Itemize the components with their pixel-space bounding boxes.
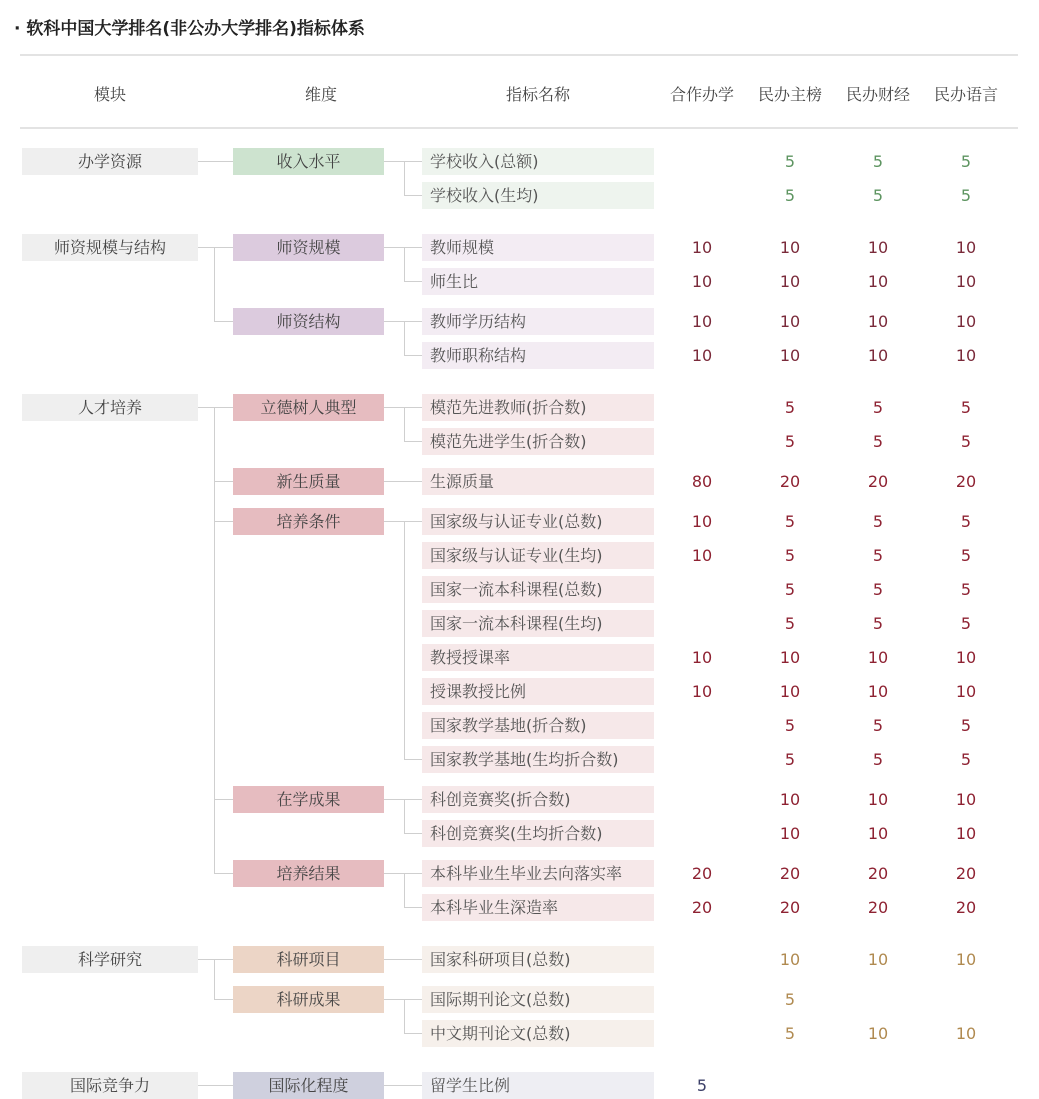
header-private-finance: 民办财经 (845, 85, 910, 104)
header-indicator: 指标名称 (505, 85, 570, 104)
indicator-weight: 10 (867, 790, 889, 809)
indicator-label: 科创竞赛奖(折合数) (422, 786, 654, 813)
connector-line (404, 759, 422, 760)
connector-line (404, 999, 405, 1033)
indicator-weight: 20 (867, 472, 889, 491)
connector-line (404, 521, 405, 759)
indicator-label: 国际期刊论文(总数) (422, 986, 654, 1013)
indicator-weight: 5 (960, 186, 972, 205)
indicator-weight: 10 (691, 682, 713, 701)
connector-line (198, 161, 233, 162)
indicator-weight: 10 (955, 682, 977, 701)
connector-line (214, 321, 233, 322)
indicator-weight: 10 (867, 950, 889, 969)
indicator-weight: 5 (960, 546, 972, 565)
connector-line (404, 355, 422, 356)
header-private-language: 民办语言 (933, 85, 998, 104)
indicator-weight: 10 (955, 790, 977, 809)
indicator-weight: 10 (867, 1024, 889, 1043)
indicator-weight: 5 (872, 186, 884, 205)
indicator-label: 模范先进教师(折合数) (422, 394, 654, 421)
connector-line (404, 281, 422, 282)
indicator-weight: 10 (691, 238, 713, 257)
dimension-label: 培养结果 (233, 860, 384, 887)
indicator-label: 国家级与认证专业(总数) (422, 508, 654, 535)
indicator-weight: 10 (691, 312, 713, 331)
indicator-label: 国家教学基地(生均折合数) (422, 746, 654, 773)
indicator-weight: 10 (779, 682, 801, 701)
connector-line (384, 407, 422, 408)
connector-line (214, 959, 215, 999)
indicator-weight: 5 (872, 512, 884, 531)
indicator-label: 本科毕业生毕业去向落实率 (422, 860, 654, 887)
indicator-weight: 5 (960, 750, 972, 769)
indicator-label: 师生比 (422, 268, 654, 295)
indicator-weight: 5 (784, 750, 796, 769)
indicator-weight: 5 (872, 614, 884, 633)
indicator-weight: 20 (691, 898, 713, 917)
connector-line (384, 959, 422, 960)
indicator-weight: 5 (960, 152, 972, 171)
connector-line (384, 521, 422, 522)
indicator-weight: 5 (872, 398, 884, 417)
indicator-weight: 5 (960, 512, 972, 531)
connector-line (404, 407, 405, 441)
indicator-label: 科创竞赛奖(生均折合数) (422, 820, 654, 847)
connector-line (384, 999, 422, 1000)
indicator-weight: 10 (867, 346, 889, 365)
indicator-weight: 10 (867, 272, 889, 291)
indicator-label: 留学生比例 (422, 1072, 654, 1099)
header-module: 模块 (93, 85, 126, 104)
connector-line (198, 1085, 233, 1086)
indicator-weight: 20 (779, 864, 801, 883)
connector-line (404, 321, 405, 355)
indicator-weight: 5 (960, 716, 972, 735)
module-label: 国际竞争力 (22, 1072, 198, 1099)
connector-line (214, 999, 233, 1000)
indicator-weight: 10 (779, 950, 801, 969)
dimension-label: 师资结构 (233, 308, 384, 335)
dimension-label: 培养条件 (233, 508, 384, 535)
indicator-weight: 10 (867, 238, 889, 257)
dimension-label: 师资规模 (233, 234, 384, 261)
indicator-weight: 10 (691, 272, 713, 291)
indicator-weight: 10 (779, 238, 801, 257)
indicator-weight: 5 (784, 716, 796, 735)
module-label: 师资规模与结构 (22, 234, 198, 261)
indicator-weight: 10 (691, 346, 713, 365)
indicator-weight: 5 (784, 990, 796, 1009)
indicator-label: 模范先进学生(折合数) (422, 428, 654, 455)
indicator-weight: 10 (955, 950, 977, 969)
connector-line (384, 873, 422, 874)
indicator-weight: 5 (872, 750, 884, 769)
indicator-weight: 10 (691, 648, 713, 667)
indicator-weight: 20 (955, 898, 977, 917)
indicator-weight: 5 (784, 398, 796, 417)
connector-line (214, 481, 233, 482)
indicator-label: 学校收入(生均) (422, 182, 654, 209)
indicator-weight: 20 (691, 864, 713, 883)
indicator-label: 授课教授比例 (422, 678, 654, 705)
indicator-weight: 20 (779, 898, 801, 917)
indicator-weight: 20 (955, 864, 977, 883)
page-title: · 软科中国大学排名(非公办大学排名)指标体系 (14, 19, 365, 39)
connector-line (198, 247, 233, 248)
indicator-weight: 20 (867, 898, 889, 917)
indicator-weight: 10 (955, 648, 977, 667)
connector-line (214, 247, 215, 321)
header-cooperative: 合作办学 (669, 85, 734, 104)
connector-line (404, 195, 422, 196)
indicator-label: 国家科研项目(总数) (422, 946, 654, 973)
indicator-weight: 10 (955, 312, 977, 331)
indicator-weight: 20 (867, 864, 889, 883)
indicator-label: 国家级与认证专业(生均) (422, 542, 654, 569)
indicator-weight: 5 (784, 546, 796, 565)
connector-line (384, 161, 422, 162)
indicator-label: 国家一流本科课程(总数) (422, 576, 654, 603)
indicator-label: 教师职称结构 (422, 342, 654, 369)
header-rule (20, 127, 1018, 129)
indicator-weight: 10 (955, 824, 977, 843)
module-label: 人才培养 (22, 394, 198, 421)
indicator-weight: 10 (867, 648, 889, 667)
indicator-weight: 5 (872, 152, 884, 171)
connector-line (404, 441, 422, 442)
header-dimension: 维度 (304, 85, 337, 104)
dimension-label: 国际化程度 (233, 1072, 384, 1099)
indicator-weight: 5 (960, 398, 972, 417)
indicator-weight: 5 (696, 1076, 708, 1095)
indicator-weight: 20 (779, 472, 801, 491)
indicator-weight: 10 (779, 272, 801, 291)
connector-line (404, 247, 405, 281)
indicator-weight: 5 (784, 614, 796, 633)
connector-line (404, 907, 422, 908)
dimension-label: 收入水平 (233, 148, 384, 175)
indicator-weight: 5 (960, 432, 972, 451)
indicator-weight: 5 (872, 580, 884, 599)
indicator-weight: 5 (784, 432, 796, 451)
connector-line (214, 521, 233, 522)
indicator-label: 本科毕业生深造率 (422, 894, 654, 921)
indicator-weight: 10 (779, 312, 801, 331)
indicator-weight: 10 (955, 238, 977, 257)
indicator-label: 教师学历结构 (422, 308, 654, 335)
indicator-weight: 5 (872, 716, 884, 735)
dimension-label: 在学成果 (233, 786, 384, 813)
indicator-weight: 10 (691, 512, 713, 531)
indicator-weight: 10 (779, 790, 801, 809)
connector-line (214, 407, 215, 873)
connector-line (384, 247, 422, 248)
dimension-label: 新生质量 (233, 468, 384, 495)
connector-line (404, 799, 405, 833)
indicator-weight: 10 (779, 346, 801, 365)
connector-line (198, 407, 233, 408)
connector-line (384, 1085, 422, 1086)
indicator-label: 生源质量 (422, 468, 654, 495)
indicator-weight: 5 (784, 1024, 796, 1043)
connector-line (384, 321, 422, 322)
indicator-weight: 10 (691, 546, 713, 565)
dimension-label: 科研成果 (233, 986, 384, 1013)
connector-line (198, 959, 233, 960)
indicator-weight: 5 (872, 546, 884, 565)
indicator-label: 教师规模 (422, 234, 654, 261)
indicator-weight: 80 (691, 472, 713, 491)
top-rule (20, 54, 1018, 56)
indicator-weight: 10 (955, 272, 977, 291)
indicator-label: 国家一流本科课程(生均) (422, 610, 654, 637)
connector-line (404, 161, 405, 195)
header-private-main: 民办主榜 (757, 85, 822, 104)
indicator-weight: 10 (779, 824, 801, 843)
indicator-weight: 10 (867, 312, 889, 331)
module-label: 办学资源 (22, 148, 198, 175)
dimension-label: 立德树人典型 (233, 394, 384, 421)
dimension-label: 科研项目 (233, 946, 384, 973)
connector-line (404, 833, 422, 834)
indicator-weight: 5 (784, 512, 796, 531)
indicator-weight: 10 (955, 346, 977, 365)
indicator-label: 学校收入(总额) (422, 148, 654, 175)
indicator-weight: 10 (779, 648, 801, 667)
module-label: 科学研究 (22, 946, 198, 973)
indicator-weight: 5 (784, 152, 796, 171)
indicator-label: 中文期刊论文(总数) (422, 1020, 654, 1047)
indicator-weight: 5 (960, 614, 972, 633)
connector-line (384, 481, 422, 482)
indicator-weight: 5 (784, 186, 796, 205)
indicator-weight: 10 (867, 824, 889, 843)
indicator-weight: 10 (867, 682, 889, 701)
indicator-weight: 20 (955, 472, 977, 491)
indicator-weight: 5 (960, 580, 972, 599)
indicator-weight: 5 (784, 580, 796, 599)
indicator-weight: 5 (872, 432, 884, 451)
indicator-weight: 10 (955, 1024, 977, 1043)
indicator-label: 教授授课率 (422, 644, 654, 671)
indicator-label: 国家教学基地(折合数) (422, 712, 654, 739)
connector-line (404, 1033, 422, 1034)
connector-line (214, 799, 233, 800)
connector-line (404, 873, 405, 907)
connector-line (214, 873, 233, 874)
connector-line (384, 799, 422, 800)
